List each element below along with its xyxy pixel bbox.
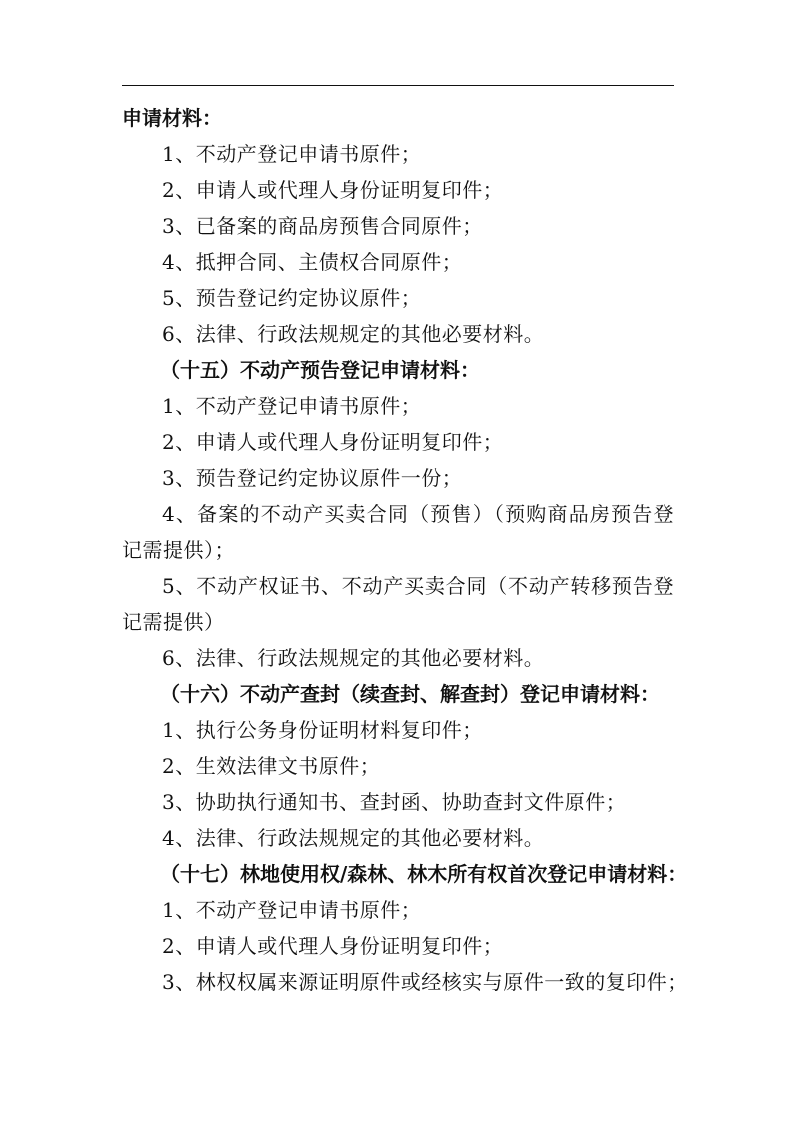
section-heading-materials: 申请材料： — [122, 106, 222, 130]
list-item: 2、申请人或代理人身份证明复印件； — [162, 430, 504, 454]
list-item: 4、备案的不动产买卖合同（预售）（预购商品房预告登记需提供）； — [122, 502, 674, 562]
list-item: 2、生效法律文书原件； — [162, 754, 381, 778]
list-item: 1、不动产登记申请书原件； — [162, 142, 422, 166]
list-item: 2、申请人或代理人身份证明复印件； — [162, 934, 504, 958]
list-item: 3、预告登记约定协议原件一份； — [162, 466, 463, 490]
list-item: 5、预告登记约定协议原件； — [162, 286, 422, 310]
list-item: 1、执行公务身份证明材料复印件； — [162, 718, 483, 742]
list-item: 6、法律、行政法规规定的其他必要材料。 — [162, 322, 545, 346]
list-item: 6、法律、行政法规规定的其他必要材料。 — [162, 646, 545, 670]
list-item: 2、申请人或代理人身份证明复印件； — [162, 178, 504, 202]
list-item: 4、法律、行政法规规定的其他必要材料。 — [162, 826, 545, 850]
document-body — [122, 100, 688, 1000]
section-heading-17: （十七）林地使用权/森林、林木所有权首次登记申请材料： — [160, 862, 688, 886]
list-item: 1、不动产登记申请书原件； — [162, 898, 422, 922]
list-item: 3、协助执行通知书、查封函、协助查封文件原件； — [162, 790, 627, 814]
list-item: 3、已备案的商品房预售合同原件； — [162, 214, 483, 238]
section-heading-16: （十六）不动产查封（续查封、解查封）登记申请材料： — [160, 682, 660, 706]
list-item: 5、不动产权证书、不动产买卖合同（不动产转移预告登记需提供） — [122, 574, 674, 634]
list-item: 3、林权权属来源证明原件或经核实与原件一致的复印件； — [162, 970, 688, 994]
section-heading-15: （十五）不动产预告登记申请材料： — [160, 358, 480, 382]
header-rule — [122, 85, 674, 86]
list-item: 4、抵押合同、主债权合同原件； — [162, 250, 463, 274]
list-item: 1、不动产登记申请书原件； — [162, 394, 422, 418]
